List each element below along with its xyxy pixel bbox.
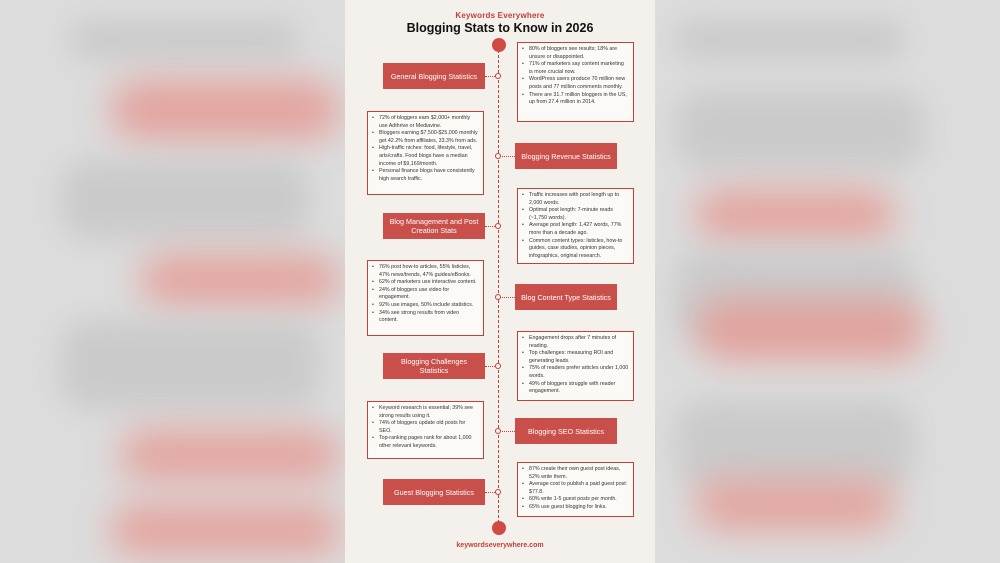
info-box-management <box>517 188 634 264</box>
stat-item: • Traffic increases with post length up to 2,000 words. <box>522 192 629 207</box>
stat-item: • 75% of readers prefer articles under 1,000 words. <box>522 365 629 380</box>
timeline-start-dot <box>492 38 506 52</box>
timeline-node <box>495 489 501 495</box>
section-label-seo: Blogging SEO Statistics <box>515 418 617 444</box>
stat-item: • High-traffic niches: food, lifestyle, travel, arts/crafts. Food blogs have a median income of $9,169/month. <box>372 145 479 168</box>
section-label-general: General Blogging Statistics <box>383 63 485 89</box>
connector <box>485 492 495 493</box>
stat-item: • 80% of bloggers see results; 18% are unsure or disappointed. <box>522 46 629 61</box>
stat-item: • Top-ranking pages rank for about 1,000 other relevant keywords. <box>372 435 479 450</box>
stat-item: • 72% of bloggers earn $2,000+ monthly use Adthrive or Mediavine. <box>372 115 479 130</box>
stat-item: • 62% of marketers use interactive content. <box>372 279 479 287</box>
timeline-node <box>495 153 501 159</box>
timeline-node <box>495 223 501 229</box>
timeline-node <box>495 428 501 434</box>
stat-item: • 60% write 1-5 guest posts per month. <box>522 496 629 504</box>
info-box-guest <box>517 462 634 517</box>
stat-item: • 71% of marketers say content marketing is more crucial now. <box>522 61 629 76</box>
stat-item: • 49% of bloggers struggle with reader engagement. <box>522 381 629 396</box>
infographic-sheet <box>345 0 655 563</box>
stat-item: • Personal finance blogs have consistently high search traffic. <box>372 168 479 183</box>
stat-item: • 74% of bloggers update old posts for SEO. <box>372 420 479 435</box>
stat-item: • 76% post how-to articles, 55% listicles, 47% news/trends, 47% guides/eBooks. <box>372 264 479 279</box>
stat-item: • WordPress users produce 70 million new posts and 77 million comments monthly. <box>522 76 629 91</box>
connector <box>485 366 495 367</box>
timeline-node <box>495 73 501 79</box>
section-label-guest: Guest Blogging Statistics <box>383 479 485 505</box>
section-label-content-type: Blog Content Type Statistics <box>515 284 617 310</box>
stat-item: • Average post length: 1,427 words, 77% more than a decade ago. <box>522 222 629 237</box>
stat-item: • There are 31.7 million bloggers in the US, up from 27.4 million in 2014. <box>522 92 629 107</box>
timeline-node <box>495 294 501 300</box>
connector <box>485 76 495 77</box>
connector <box>502 431 515 432</box>
section-label-management: Blog Management and Post Creation Stats <box>383 213 485 239</box>
stat-item: • Keyword research is essential; 39% see strong results using it. <box>372 405 479 420</box>
timeline-line <box>498 45 499 528</box>
connector <box>502 297 515 298</box>
info-box-revenue <box>367 111 484 195</box>
info-box-general <box>517 42 634 122</box>
stat-item: • Optimal post length: 7-minute reads (~1,750 words). <box>522 207 629 222</box>
timeline-end-dot <box>492 521 506 535</box>
blurred-backdrop-left <box>0 0 345 563</box>
info-box-seo <box>367 401 484 459</box>
stat-item: • Bloggers earning $7,500-$25,000 monthly get 42.2% from affiliates, 33.3% from ads. <box>372 130 479 145</box>
stat-item: • 34% see strong results from video content. <box>372 310 479 325</box>
stat-item: • Average cost to publish a paid guest post: $77.8. <box>522 481 629 496</box>
stat-item: • 92% use images, 50% include statistics. <box>372 302 479 310</box>
brand-name: Keywords Everywhere <box>455 11 545 20</box>
page-title: Blogging Stats to Know in 2026 <box>406 21 594 35</box>
section-label-revenue: Blogging Revenue Statistics <box>515 143 617 169</box>
footer-url: keywordseverywhere.com <box>456 542 544 549</box>
connector <box>485 226 495 227</box>
blurred-backdrop-right <box>655 0 1000 563</box>
stat-item: • 87% create their own guest post ideas, 52% write them. <box>522 466 629 481</box>
section-label-challenges: Blogging Challenges Statistics <box>383 353 485 379</box>
connector <box>502 156 515 157</box>
stat-item: • Engagement drops after 7 minutes of reading. <box>522 335 629 350</box>
stat-item: • Common content types: listicles, how-to guides, case studies, opinion pieces, infographics, original research. <box>522 238 629 261</box>
stat-item: • 65% use guest blogging for links. <box>522 504 629 512</box>
stat-item: • Top challenges: measuring ROI and generating leads. <box>522 350 629 365</box>
info-box-content-type <box>367 260 484 336</box>
timeline-node <box>495 363 501 369</box>
stat-item: • 24% of bloggers use video for engagement. <box>372 287 479 302</box>
info-box-challenges <box>517 331 634 401</box>
